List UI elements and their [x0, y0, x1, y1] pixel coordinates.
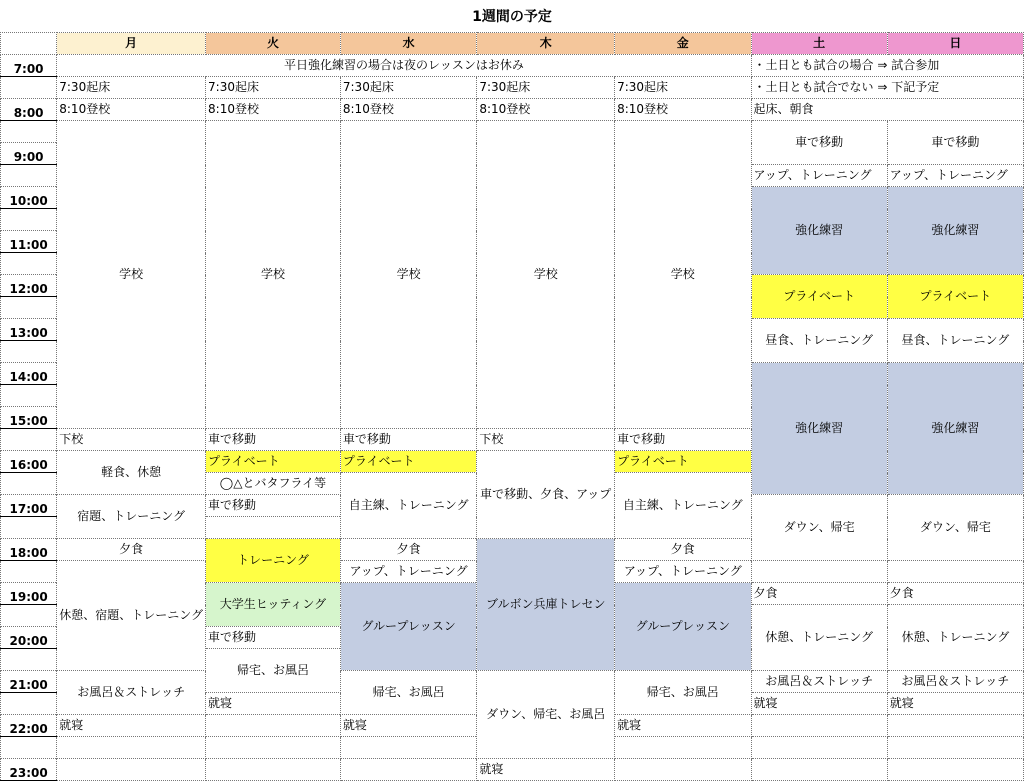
time-label: 10:00 [1, 187, 57, 209]
wed-group-lesson: グループレッスン [340, 583, 476, 671]
time-label: 22:00 [1, 715, 57, 737]
time-blank [1, 517, 57, 539]
time-label: 16:00 [1, 451, 57, 473]
corner-cell [1, 33, 57, 55]
time-blank [1, 561, 57, 583]
tue-empty [206, 517, 341, 539]
mon-empty-2 [57, 759, 206, 781]
sat-practice-2: 強化練習 [751, 363, 887, 495]
wed-private: プライベート [340, 451, 476, 473]
fri-school: 学校 [615, 121, 751, 429]
weekend-breakfast: 起床、朝食 [751, 99, 1023, 121]
time-blank [1, 297, 57, 319]
time-label: 9:00 [1, 143, 57, 165]
thu-school-go: 8:10登校 [477, 99, 615, 121]
tue-home: 帰宅、お風呂 [206, 649, 341, 693]
sun-dinner: 夕食 [887, 583, 1023, 605]
wed-empty-2 [340, 759, 476, 781]
time-blank [1, 165, 57, 187]
fri-empty-2 [615, 759, 751, 781]
sat-sleep: 就寝 [751, 693, 887, 715]
tue-hitting: 大学生ヒッティング [206, 583, 341, 627]
sun-down: ダウン、帰宅 [887, 495, 1023, 561]
fri-sleep: 就寝 [615, 715, 751, 737]
wed-dinner: 夕食 [340, 539, 476, 561]
sun-empty-4 [887, 759, 1023, 781]
sun-empty-2 [887, 715, 1023, 737]
time-label: 14:00 [1, 363, 57, 385]
sat-practice: 強化練習 [751, 187, 887, 275]
tue-school: 学校 [206, 121, 341, 429]
fri-wake: 7:30起床 [615, 77, 751, 99]
tue-move-3: 車で移動 [206, 627, 341, 649]
mon-snack: 軽食、休憩 [57, 451, 206, 495]
thu-sleep: 就寝 [477, 759, 615, 781]
time-blank [1, 385, 57, 407]
mon-rest: 休憩、宿題、トレーニング [57, 561, 206, 671]
sat-empty [751, 561, 887, 583]
tue-empty-3 [206, 737, 341, 759]
day-header-tue: 火 [206, 33, 341, 55]
sun-empty [887, 561, 1023, 583]
mon-homework: 宿題、トレーニング [57, 495, 206, 539]
day-header-fri: 金 [615, 33, 751, 55]
thu-leave: 下校 [477, 429, 615, 451]
wed-school-go: 8:10登校 [340, 99, 476, 121]
mon-sleep: 就寝 [57, 715, 206, 737]
sun-practice: 強化練習 [887, 187, 1023, 275]
day-header-sun: 日 [887, 33, 1023, 55]
sun-bath: お風呂＆ストレッチ [887, 671, 1023, 693]
time-label: 15:00 [1, 407, 57, 429]
sat-warmup: アップ、トレーニング [751, 165, 887, 187]
weekday-note: 平日強化練習の場合は夜のレッスンはお休み [57, 55, 751, 77]
time-label: 18:00 [1, 539, 57, 561]
wed-empty [340, 737, 476, 759]
time-label: 12:00 [1, 275, 57, 297]
time-label: 21:00 [1, 671, 57, 693]
mon-empty [57, 737, 206, 759]
sun-rest: 休憩、トレーニング [887, 605, 1023, 671]
day-header-wed: 水 [340, 33, 476, 55]
mon-school: 学校 [57, 121, 206, 429]
time-blank [1, 253, 57, 275]
weekend-note-2: ・土日とも試合でない ⇒ 下記予定 [751, 77, 1023, 99]
thu-school: 学校 [477, 121, 615, 429]
sun-practice-2: 強化練習 [887, 363, 1023, 495]
tue-training: トレーニング [206, 539, 341, 583]
sat-move: 車で移動 [751, 121, 887, 165]
time-blank [1, 77, 57, 99]
fri-home: 帰宅、お風呂 [615, 671, 751, 715]
sun-warmup: アップ、トレーニング [887, 165, 1023, 187]
tue-empty-2 [206, 715, 341, 737]
sheet-title: 1週間の予定 [472, 9, 552, 25]
weekend-note-1: ・土日とも試合の場合 ⇒ 試合参加 [751, 55, 1023, 77]
time-blank [1, 605, 57, 627]
time-blank [1, 429, 57, 451]
time-label: 7:00 [1, 55, 57, 77]
time-label: 19:00 [1, 583, 57, 605]
time-label: 13:00 [1, 319, 57, 341]
tue-private: プライベート [206, 451, 341, 473]
sun-lunch: 昼食、トレーニング [887, 319, 1023, 363]
mon-leave: 下校 [57, 429, 206, 451]
tue-butterfly: ◯△とバタフライ等 [206, 473, 341, 495]
wed-wake: 7:30起床 [340, 77, 476, 99]
sat-private: プライベート [751, 275, 887, 319]
wed-self-training: 自主練、トレーニング [340, 473, 476, 539]
fri-school-go: 8:10登校 [615, 99, 751, 121]
sun-private: プライベート [887, 275, 1023, 319]
fri-empty [615, 737, 751, 759]
mon-wake: 7:30起床 [57, 77, 206, 99]
day-header-sat: 土 [751, 33, 887, 55]
fri-dinner: 夕食 [615, 539, 751, 561]
day-header-mon: 月 [57, 33, 206, 55]
time-blank [1, 693, 57, 715]
wed-move: 車で移動 [340, 429, 476, 451]
wed-home: 帰宅、お風呂 [340, 671, 476, 715]
wed-school: 学校 [340, 121, 476, 429]
sat-empty-3 [751, 737, 887, 759]
sat-empty-2 [751, 715, 887, 737]
wed-sleep: 就寝 [340, 715, 476, 737]
tue-move: 車で移動 [206, 429, 341, 451]
mon-school-go: 8:10登校 [57, 99, 206, 121]
sun-empty-3 [887, 737, 1023, 759]
thu-move-dinner: 車で移動、夕食、アップ [477, 451, 615, 539]
time-label: 20:00 [1, 627, 57, 649]
wed-warmup: アップ、トレーニング [340, 561, 476, 583]
day-header-thu: 木 [477, 33, 615, 55]
thu-home: ダウン、帰宅、お風呂 [477, 671, 615, 759]
fri-self-training: 自主練、トレーニング [615, 473, 751, 539]
tue-empty-4 [206, 759, 341, 781]
fri-warmup: アップ、トレーニング [615, 561, 751, 583]
time-label: 8:00 [1, 99, 57, 121]
weekly-schedule-table [0, 32, 1024, 781]
time-label: 17:00 [1, 495, 57, 517]
time-blank [1, 649, 57, 671]
time-label: 11:00 [1, 231, 57, 253]
sat-dinner: 夕食 [751, 583, 887, 605]
sat-bath: お風呂＆ストレッチ [751, 671, 887, 693]
sun-sleep: 就寝 [887, 693, 1023, 715]
time-blank [1, 737, 57, 759]
time-blank [1, 341, 57, 363]
time-blank [1, 473, 57, 495]
sat-lunch: 昼食、トレーニング [751, 319, 887, 363]
mon-bath: お風呂＆ストレッチ [57, 671, 206, 715]
thu-bourbon: ブルボン兵庫トレセン [477, 539, 615, 671]
tue-school-go: 8:10登校 [206, 99, 341, 121]
sun-move: 車で移動 [887, 121, 1023, 165]
sat-empty-4 [751, 759, 887, 781]
thu-wake: 7:30起床 [477, 77, 615, 99]
fri-move: 車で移動 [615, 429, 751, 451]
sat-rest: 休憩、トレーニング [751, 605, 887, 671]
sat-down: ダウン、帰宅 [751, 495, 887, 561]
tue-move-2: 車で移動 [206, 495, 341, 517]
mon-dinner: 夕食 [57, 539, 206, 561]
tue-wake: 7:30起床 [206, 77, 341, 99]
time-label: 23:00 [1, 759, 57, 781]
tue-sleep: 就寝 [206, 693, 341, 715]
fri-group-lesson: グループレッスン [615, 583, 751, 671]
time-blank [1, 121, 57, 143]
time-blank [1, 209, 57, 231]
fri-private: プライベート [615, 451, 751, 473]
